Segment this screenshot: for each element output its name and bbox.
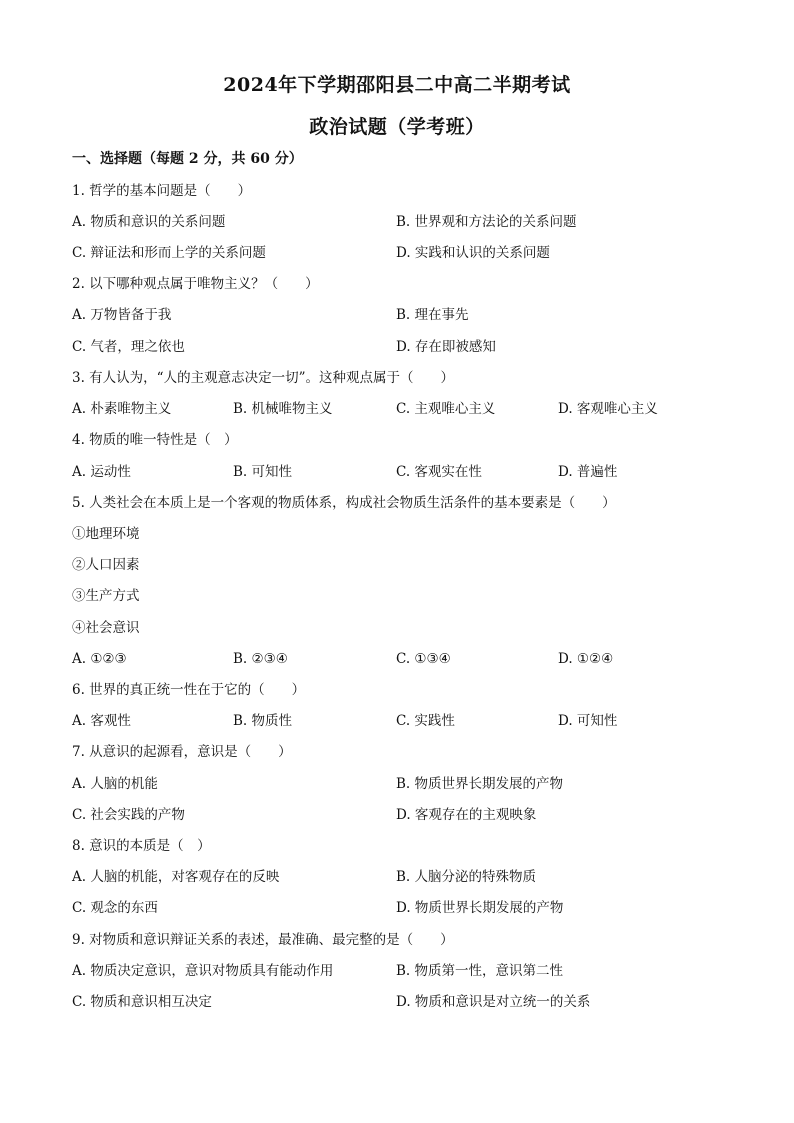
option-d: D. 普遍性: [558, 464, 618, 480]
exam-title: 2024年下学期邵阳县二中高二半期考试: [223, 74, 571, 96]
option-d: D. 物质和意识是对立统一的关系: [396, 994, 591, 1010]
question-stem: 1. 哲学的基本问题是（ ）: [72, 183, 252, 199]
statement-item: ④社会意识: [72, 620, 140, 636]
option-c: C. 物质和意识相互决定: [72, 994, 212, 1010]
option-a: A. 万物皆备于我: [72, 307, 172, 323]
option-c: C. 辩证法和形而上学的关系问题: [72, 245, 266, 261]
option-b: B. 机械唯物主义: [233, 401, 333, 417]
option-b: B. 理在事先: [396, 307, 469, 323]
option-a: A. 运动性: [72, 464, 131, 480]
option-a: A. 朴素唯物主义: [72, 401, 172, 417]
option-a: A. 物质和意识的关系问题: [72, 214, 226, 230]
option-d: D. 物质世界长期发展的产物: [396, 900, 564, 916]
option-d: D. 客观存在的主观映象: [396, 807, 537, 823]
option-d: D. 客观唯心主义: [558, 401, 658, 417]
statement-item: ③生产方式: [72, 588, 140, 604]
option-b: B. 可知性: [233, 464, 293, 480]
question-stem: 7. 从意识的起源看，意识是（ ）: [72, 744, 292, 760]
option-b: B. ②③④: [233, 651, 288, 667]
option-d: D. 可知性: [558, 713, 618, 729]
option-a: A. ①②③: [72, 651, 127, 667]
option-c: C. 主观唯心主义: [396, 401, 496, 417]
option-d: D. ①②④: [558, 651, 614, 667]
option-a: A. 人脑的机能，对客观存在的反映: [72, 869, 280, 885]
option-d: D. 实践和认识的关系问题: [396, 245, 550, 261]
option-c: C. 客观实在性: [396, 464, 482, 480]
statement-item: ②人口因素: [72, 557, 140, 573]
option-c: C. 社会实践的产物: [72, 807, 185, 823]
option-a: A. 客观性: [72, 713, 131, 729]
question-stem: 8. 意识的本质是（ ）: [72, 838, 211, 854]
option-b: B. 物质性: [233, 713, 293, 729]
question-stem: 6. 世界的真正统一性在于它的（ ）: [72, 682, 306, 698]
question-stem: 5. 人类社会在本质上是一个客观的物质体系，构成社会物质生活条件的基本要素是（ ）: [72, 495, 616, 511]
option-c: C. 实践性: [396, 713, 455, 729]
option-c: C. 观念的东西: [72, 900, 158, 916]
exam-subtitle: 政治试题（学考班）: [309, 116, 485, 138]
question-stem: 2. 以下哪种观点属于唯物主义？（ ）: [72, 276, 319, 292]
option-b: B. 世界观和方法论的关系问题: [396, 214, 577, 230]
option-b: B. 物质第一性，意识第二性: [396, 963, 564, 979]
question-stem: 9. 对物质和意识辩证关系的表述，最准确、最完整的是（ ）: [72, 932, 454, 948]
option-c: C. ①③④: [396, 651, 451, 667]
option-a: A. 物质决定意识，意识对物质具有能动作用: [72, 963, 334, 979]
option-a: A. 人脑的机能: [72, 776, 158, 792]
option-c: C. 气者，理之依也: [72, 339, 185, 355]
statement-item: ①地理环境: [72, 526, 140, 542]
question-stem: 3. 有人认为，“人的主观意志决定一切”。这种观点属于（ ）: [72, 370, 454, 386]
option-d: D. 存在即被感知: [396, 339, 496, 355]
question-stem: 4. 物质的唯一特性是（ ）: [72, 432, 238, 448]
section-heading: 一、选择题（每题 2 分，共 60 分）: [72, 151, 303, 167]
option-b: B. 人脑分泌的特殊物质: [396, 869, 537, 885]
option-b: B. 物质世界长期发展的产物: [396, 776, 564, 792]
